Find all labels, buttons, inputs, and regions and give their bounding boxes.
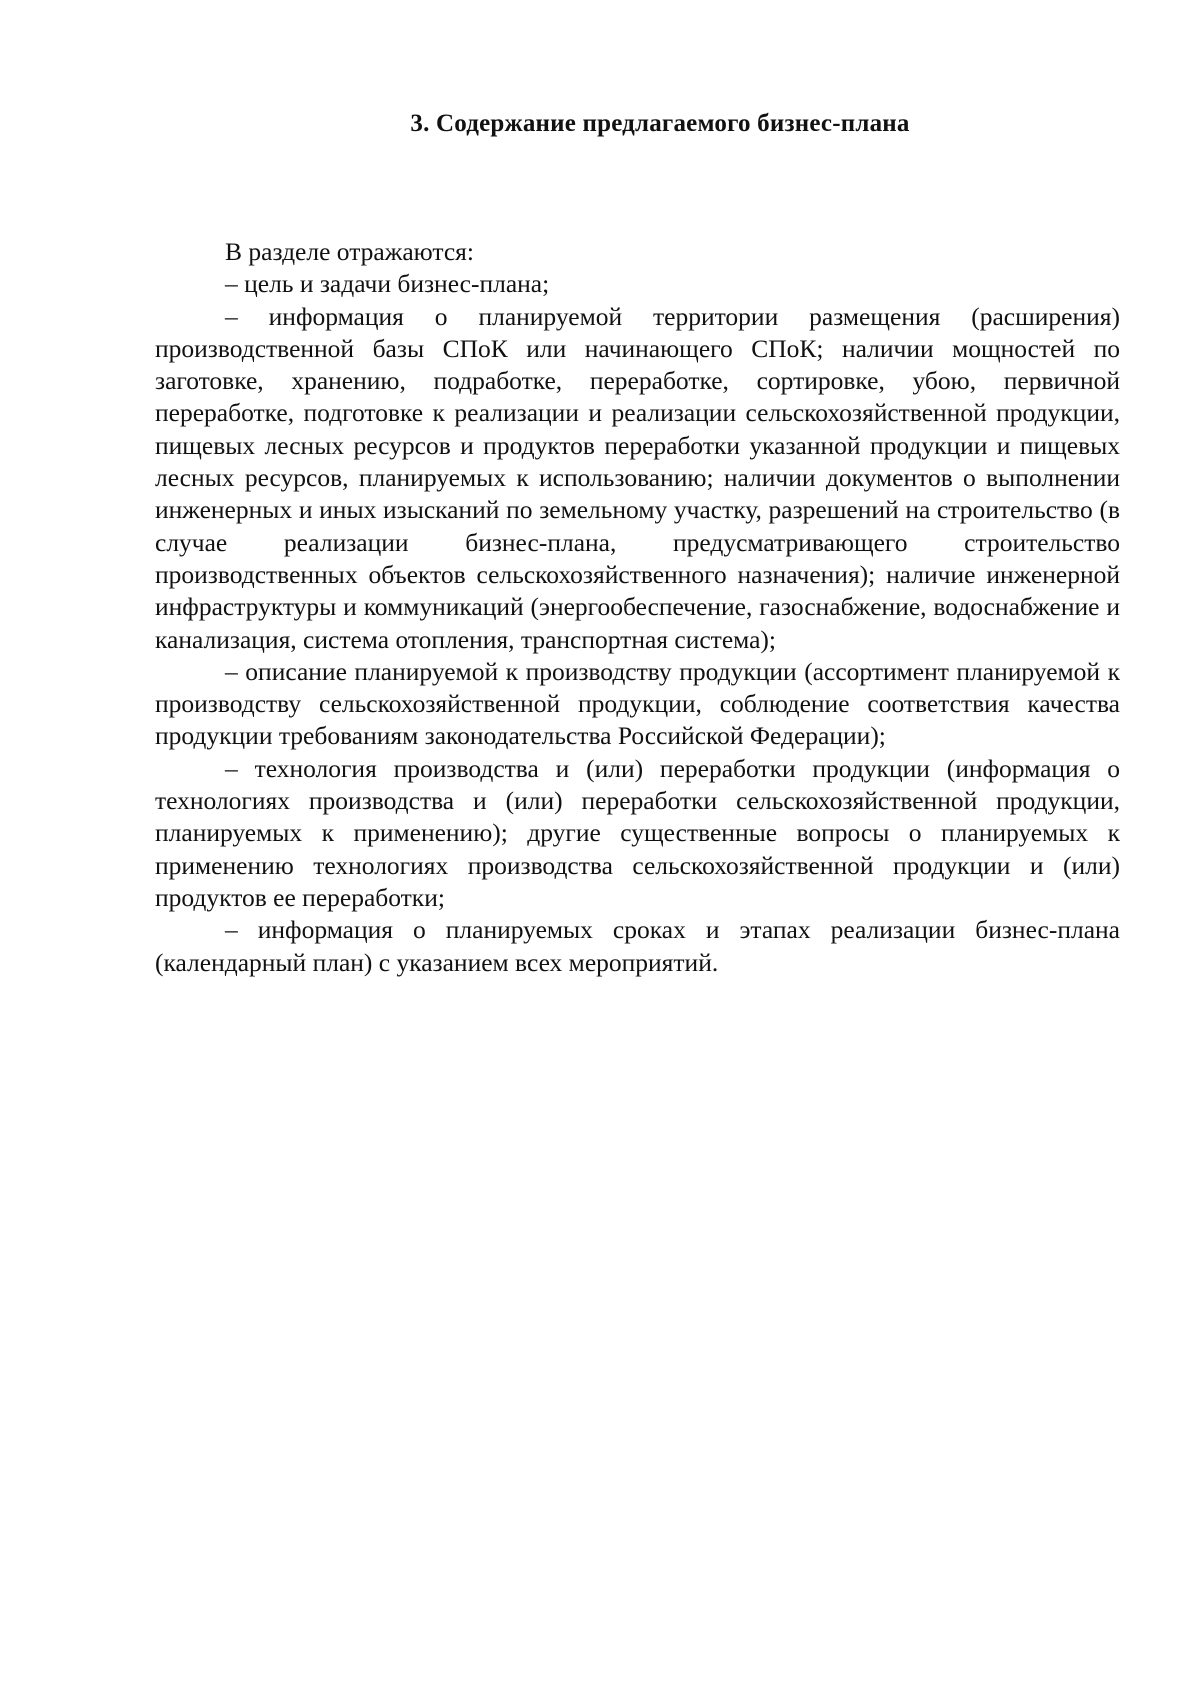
list-item-products: – описание планируемой к производству продукции (ассортимент планируемой к производству сельскохозяйственной продукции, соблюдение соответствия качества продукции требованиям законодательства Российской Федерации); xyxy=(155,656,1120,751)
list-item-technology: – технология производства и (или) переработки продукции (информация о технологиях производства и (или) переработки сельскохозяйственной продукции, планируемых к применению); другие существенные вопросы о планируемых к применению технологиях производства сельскохозяйственной продукции и (или) продуктов ее переработки; xyxy=(155,753,1120,912)
list-item-territory: – информация о планируемой территории размещения (расширения) производственной базы СПоК или начинающего СПоК; наличии мощностей по заготовке, хранению, подработке, переработке, сортировке, убою, первичной переработке, подготовке к реализации и реализации сельскохозяйственной продукции, пищевых лесных ресурсов и продуктов переработки указанной продукции и пищевых лесных ресурсов, планируемых к использованию; наличии документов о выполнении инженерных и иных изысканий по земельному участку, разрешений на строительство (в случае реализации бизнес-плана, предусматривающего строительство производственных объектов сельскохозяйственного назначения); наличие инженерной инфраструктуры и коммуникаций (энергообеспечение, газоснабжение, водоснабжение и канализация, система отопления, транспортная система); xyxy=(155,301,1120,654)
section-body xyxy=(155,236,1120,979)
intro-paragraph: В разделе отражаются: xyxy=(225,237,474,266)
list-item-schedule: – информация о планируемых сроках и этапах реализации бизнес-плана (календарный план) с указанием всех мероприятий. xyxy=(155,915,1120,977)
section-title: 3. Содержание предлагаемого бизнес-плана xyxy=(410,110,910,137)
list-item-goals: – цель и задачи бизнес-плана; xyxy=(225,269,550,299)
